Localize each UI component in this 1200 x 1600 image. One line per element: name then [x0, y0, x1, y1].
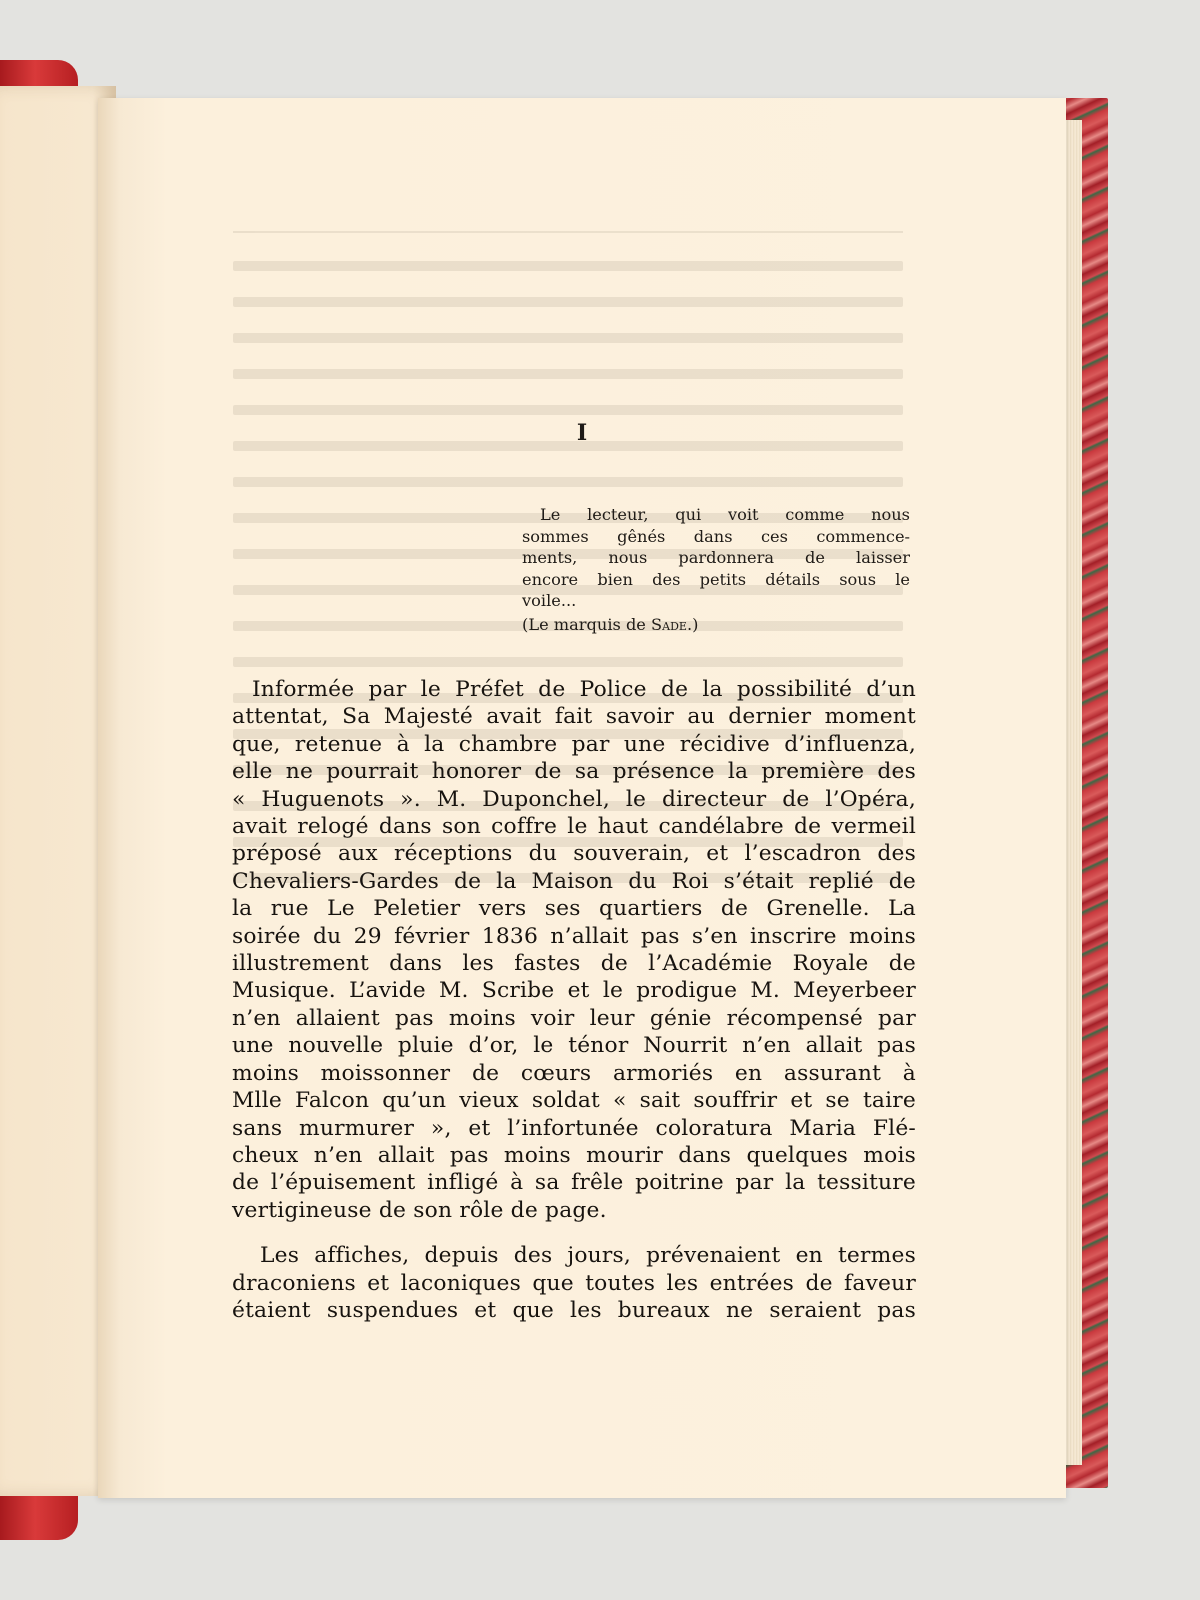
epigraph-quote — [522, 504, 910, 612]
epigraph-line: sommes gênés dans ces commence- — [522, 526, 910, 546]
text-line: moins moissonner de cœurs armoriés en assurant à — [232, 1060, 916, 1086]
paragraph — [232, 676, 916, 1224]
text-line: cheux n’en allait pas moins mourir dans quelques mois — [232, 1142, 916, 1168]
text-line: de l’épuisement infligé à sa frêle poitrine par la tessiture — [232, 1170, 916, 1196]
text-line: Les affiches, depuis des jours, prévenaient en termes — [260, 1243, 916, 1269]
text-line: étaient suspendues et que les bureaux ne seraient pas — [232, 1297, 916, 1323]
text-line: elle ne pourrait honorer de sa présence la première des — [232, 759, 916, 785]
text-line: « Huguenots ». M. Duponchel, le directeur de l’Opéra, — [232, 786, 916, 812]
text-line: la rue Le Peletier vers ses quartiers de Grenelle. La — [232, 896, 916, 922]
text-line: Chevaliers-Gardes de la Maison du Roi s’était replié de — [232, 868, 916, 894]
text-line: Mlle Falcon qu’un vieux soldat « sait souffrir et se taire — [232, 1088, 916, 1114]
text-line: n’en allaient pas moins voir leur génie récompensé par — [232, 1005, 916, 1031]
text-line: avait relogé dans son coffre le haut candélabre de vermeil — [232, 814, 916, 840]
epigraph-line: voile... — [522, 591, 577, 610]
text-line: préposé aux réceptions du souverain, et l’escadron des — [232, 841, 916, 867]
text-line: vertigineuse de son rôle de page. — [232, 1197, 607, 1223]
text-line: illustrement dans les fastes de l’Académie Royale de — [232, 951, 916, 977]
right-page — [98, 98, 1066, 1498]
attribution-prefix: (Le marquis de — [522, 614, 652, 634]
chapter-number: I — [576, 420, 588, 446]
epigraph-line: encore bien des petits détails sous le — [522, 569, 910, 589]
text-line: soirée du 29 février 1836 n’allait pas s’en inscrire moins — [232, 923, 916, 949]
paragraph — [232, 1242, 916, 1324]
text-line: sans murmurer », et l’infortunée coloratura Maria Flé- — [232, 1115, 916, 1141]
epigraph — [522, 504, 910, 635]
epigraph-line: Le lecteur, qui voit comme nous — [540, 505, 910, 524]
text-line: Musique. L’avide M. Scribe et le prodigue M. Meyerbeer — [232, 978, 916, 1004]
text-line: que, retenue à la chambre par une récidive d’influenza, — [232, 731, 916, 757]
text-line: draconiens et laconiques que toutes les entrées de faveur — [232, 1270, 916, 1296]
text-line: une nouvelle pluie d’or, le ténor Nourrit n’en allait pas — [232, 1033, 916, 1059]
body-text — [232, 676, 916, 1324]
attribution-name: Sade — [651, 614, 687, 634]
text-line: Informée par le Préfet de Police de la possibilité d’un — [252, 677, 916, 702]
epigraph-attribution — [522, 614, 910, 636]
attribution-suffix: .) — [686, 614, 699, 634]
epigraph-line: ments, nous pardonnera de laisser — [522, 548, 910, 567]
text-line: attentat, Sa Majesté avait fait savoir au dernier moment — [232, 704, 916, 730]
